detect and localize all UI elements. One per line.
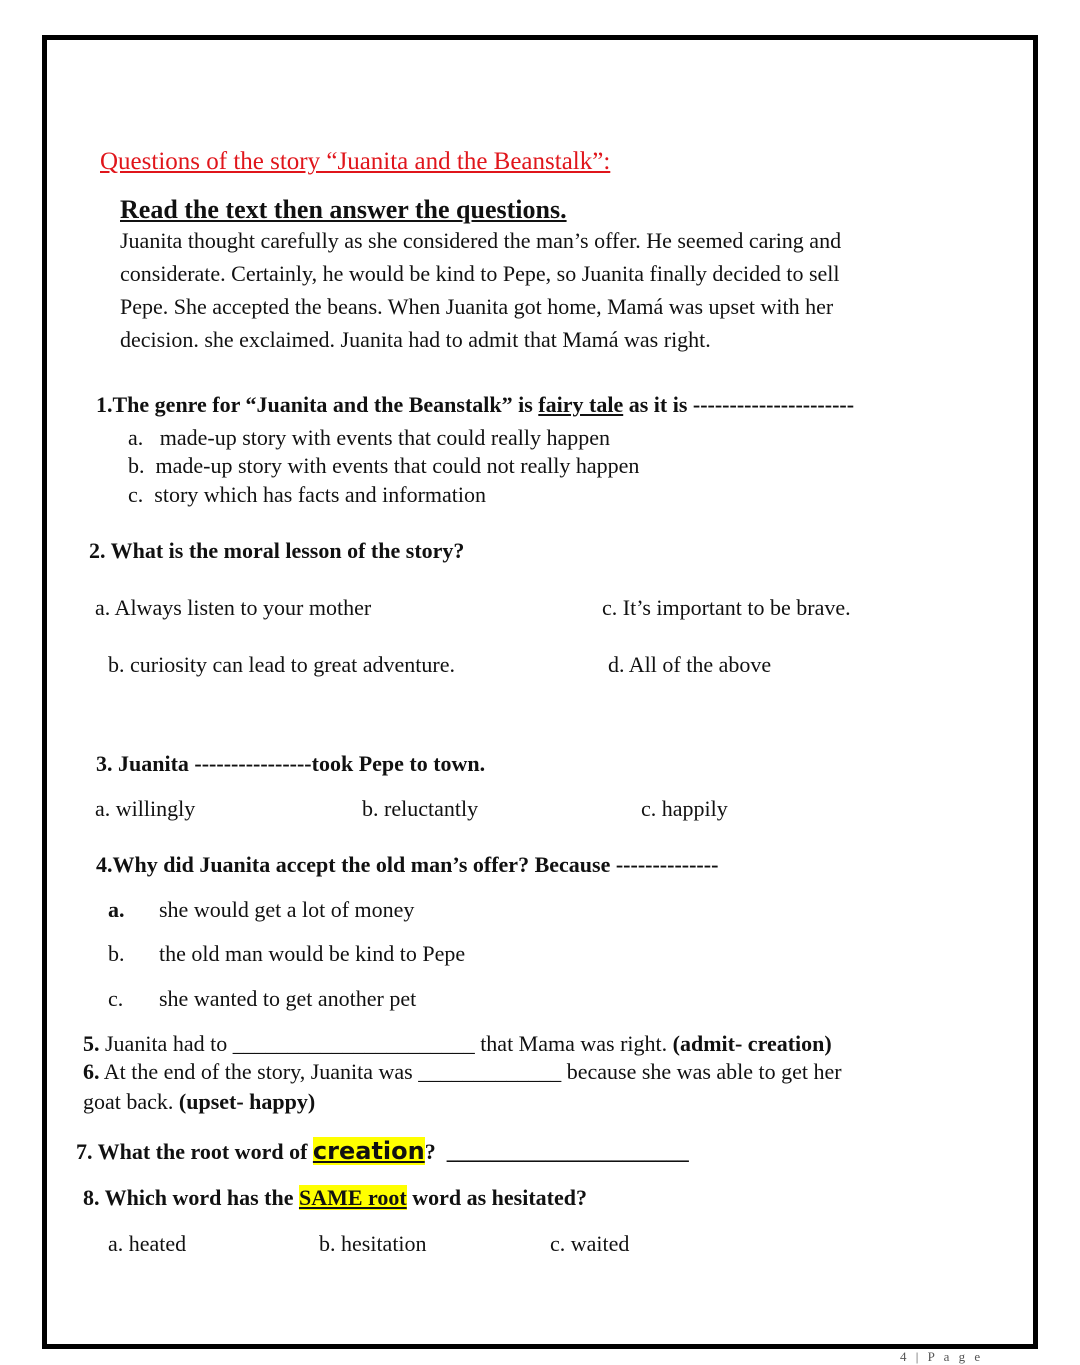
q3-option-b: b. reluctantly <box>362 796 479 821</box>
passage-line: considerate. Certainly, he would be kind to Pepe, so Juanita finally decided to sell <box>120 261 840 286</box>
question-7 <box>76 1139 689 1163</box>
q1-text: 1.The genre for “Juanita and the Beanstalk” is <box>96 392 539 417</box>
q4-option: the old man would be kind to Pepe <box>159 941 466 966</box>
q7-blank: ? ______________________ <box>424 1139 689 1164</box>
q4-option: she wanted to get another pet <box>159 986 417 1011</box>
passage-line: Pepe. She accepted the beans. When Juanita got home, Mamá was upset with her <box>120 294 834 319</box>
q8-text: 8. Which word has the <box>83 1185 299 1210</box>
question-1 <box>96 394 854 416</box>
passage-line: decision. she exclaimed. Juanita had to admit that Mamá was right. <box>120 327 711 352</box>
q7-keyword: creation <box>312 1137 425 1165</box>
question-2: 2. What is the moral lesson of the story? <box>89 538 465 563</box>
q6-number: 6. <box>83 1059 100 1084</box>
q6-text-2: goat back. <box>83 1089 179 1114</box>
q2-option-a: a. Always listen to your mother <box>95 595 372 620</box>
q4-letter: c. <box>108 986 124 1011</box>
q2-option-d: d. All of the above <box>608 652 772 677</box>
q1-blank: as it is ---------------------- <box>623 392 855 417</box>
q2-option-c: c. It’s important to be brave. <box>602 595 851 620</box>
q8-text-end: word as hesitated? <box>406 1185 588 1210</box>
q1-option: c. story which has facts and information <box>128 482 487 507</box>
q2-option-b: b. curiosity can lead to great adventure. <box>108 652 455 677</box>
q8-option-c: c. waited <box>550 1231 630 1256</box>
q8-option-b: b. hesitation <box>319 1231 427 1256</box>
q5-number: 5. <box>83 1031 100 1056</box>
q5-hint: (admit- creation) <box>672 1031 832 1056</box>
q6-hint: (upset- happy) <box>178 1089 316 1114</box>
q6-text: At the end of the story, Juanita was _____________ because she was able to get her <box>99 1059 842 1084</box>
q4-letter: a. <box>108 897 125 922</box>
q1-option: b. made-up story with events that could not really happen <box>128 453 640 478</box>
q8-keyword: SAME root <box>298 1185 407 1210</box>
question-6-cont <box>83 1091 315 1113</box>
q3-option-a: a. willingly <box>95 796 196 821</box>
q3-text: . Juanita ----------------took Pepe to town. <box>107 751 486 776</box>
question-8 <box>83 1187 587 1209</box>
page-number: 4 | P a g e <box>900 1349 984 1364</box>
q1-keyword: fairy tale <box>538 392 624 417</box>
q4-letter: b. <box>108 941 125 966</box>
q7-text: 7. What the root word of <box>76 1139 313 1164</box>
question-6 <box>83 1061 842 1083</box>
q3-option-c: c. happily <box>641 796 728 821</box>
q8-option-a: a. heated <box>108 1231 187 1256</box>
q3-number: 3 <box>96 751 107 776</box>
page-title: Questions of the story “Juanita and the Beanstalk”: <box>100 148 611 175</box>
q5-text: Juanita had to ______________________ that Mama was right. <box>99 1031 673 1056</box>
question-3 <box>96 753 485 775</box>
question-5 <box>83 1033 832 1055</box>
question-4: 4.Why did Juanita accept the old man’s offer? Because -------------- <box>96 852 719 877</box>
instruction-heading: Read the text then answer the questions. <box>120 195 567 224</box>
q4-option: she would get a lot of money <box>159 897 415 922</box>
q1-option: a. made-up story with events that could really happen <box>128 425 611 450</box>
passage-line: Juanita thought carefully as she considered the man’s offer. He seemed caring and <box>120 228 842 253</box>
